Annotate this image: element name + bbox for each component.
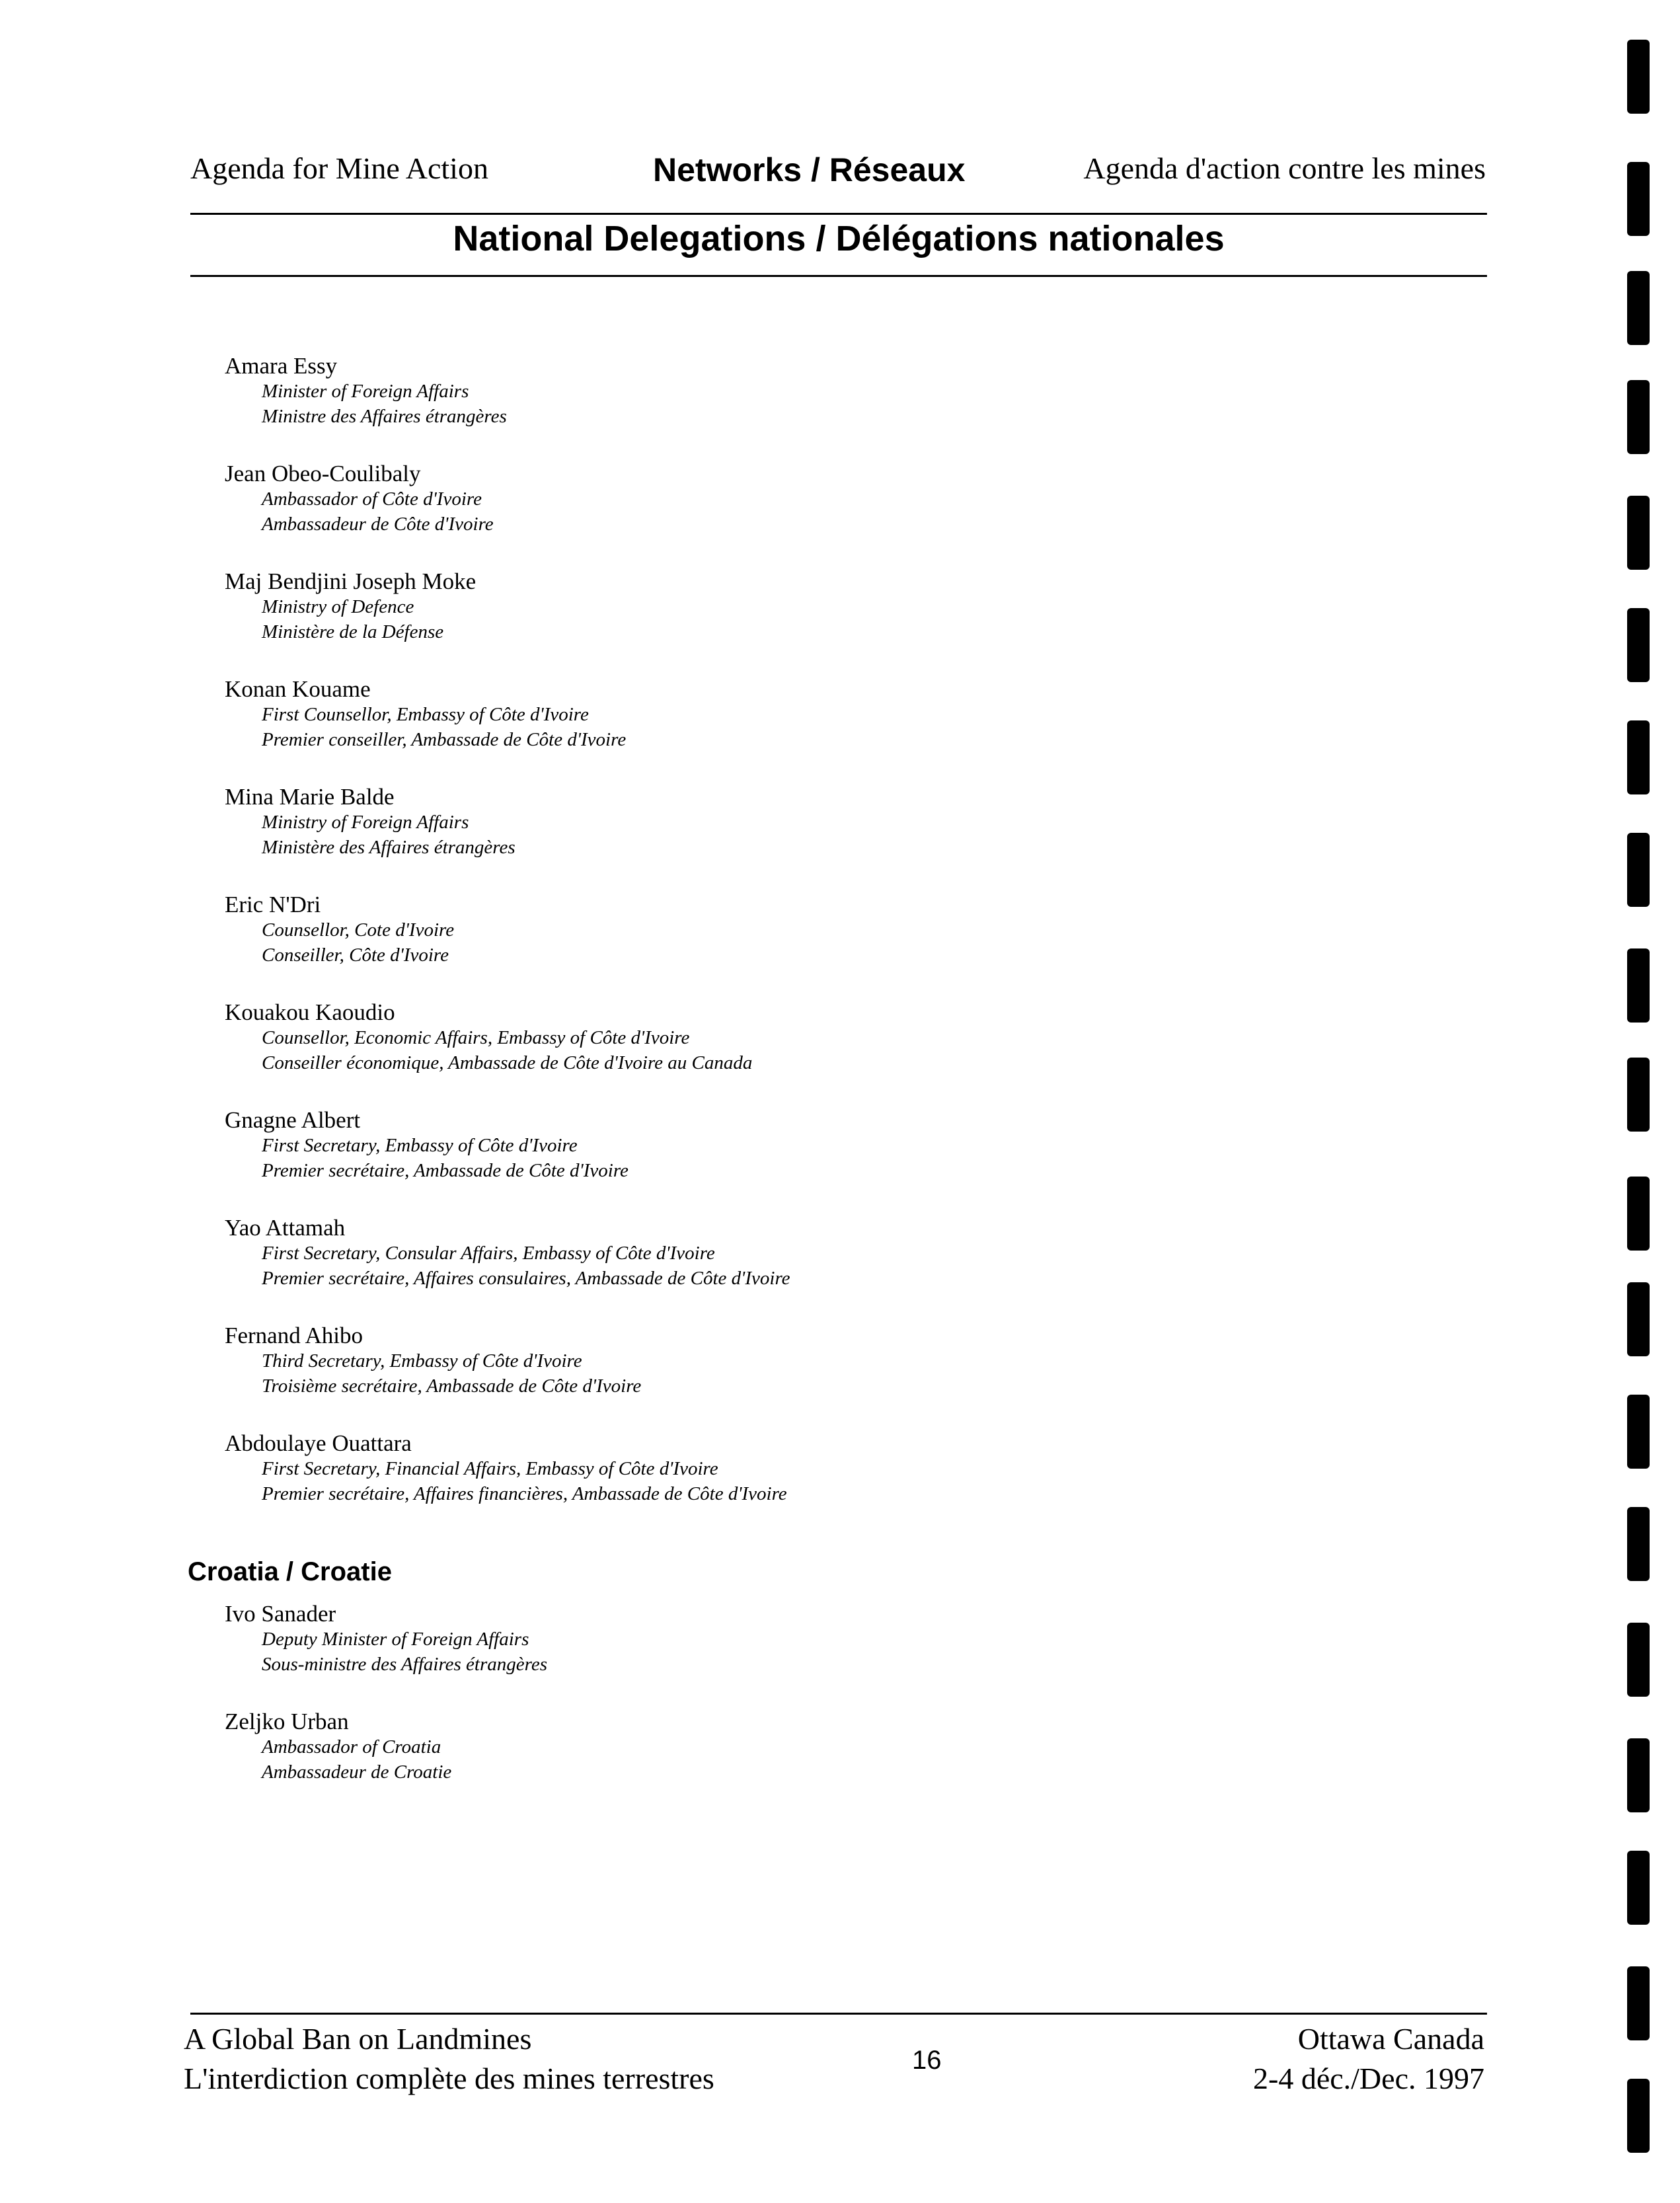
binding-hole (1627, 608, 1650, 682)
binding-hole (1627, 720, 1650, 794)
delegate-name: Amara Essy (225, 353, 338, 379)
delegate-entry (225, 1108, 790, 1216)
delegate-role-fr: Ministère de la Défense (262, 621, 444, 642)
country-heading: Croatia / Croatie (188, 1557, 392, 1586)
footer-title-fr: L'interdiction complète des mines terrestres (184, 2062, 714, 2095)
delegate-role-en: First Secretary, Embassy of Côte d'Ivoire (262, 1135, 578, 1156)
delegate-role-en: Deputy Minister of Foreign Affairs (262, 1629, 529, 1650)
binding-hole (1627, 380, 1650, 454)
delegate-name: Kouakou Kaoudio (225, 999, 395, 1025)
binding-hole (1627, 2079, 1650, 2153)
delegate-role-fr: Ministre des Affaires étrangères (262, 406, 507, 427)
delegate-role-fr: Ambassadeur de Croatie (262, 1761, 452, 1783)
delegate-role-en: Counsellor, Economic Affairs, Embassy of Côte d'Ivoire (262, 1027, 690, 1048)
delegate-role-fr: Premier secrétaire, Affaires consulaires, Ambassade de Côte d'Ivoire (262, 1268, 790, 1289)
footer-title-en: A Global Ban on Landmines (184, 2022, 532, 2056)
delegate-name: Maj Bendjini Joseph Moke (225, 568, 477, 594)
header-right-title: Agenda d'action contre les mines (1083, 151, 1486, 185)
delegate-entry (225, 1216, 790, 1323)
binding-hole (1627, 271, 1650, 345)
delegate-role-en: Ministry of Defence (262, 596, 414, 617)
delegation-list (225, 354, 790, 1539)
page-header (190, 147, 1486, 193)
binding-hole (1627, 1282, 1650, 1356)
header-center-title: Networks / Réseaux (653, 151, 966, 188)
delegate-entry (225, 354, 790, 461)
footer-divider (190, 2013, 1487, 2015)
delegate-entry (225, 569, 790, 677)
binding-hole (1627, 40, 1650, 114)
delegate-name: Konan Kouame (225, 676, 371, 702)
delegate-role-en: First Secretary, Consular Affairs, Embassy of Côte d'Ivoire (262, 1243, 715, 1264)
delegate-name: Abdoulaye Ouattara (225, 1430, 412, 1456)
delegate-entry (225, 1323, 790, 1431)
delegate-role-fr: Ministère des Affaires étrangères (262, 837, 515, 858)
delegate-name: Gnagne Albert (225, 1107, 361, 1133)
delegate-role-fr: Conseiller, Côte d'Ivoire (262, 945, 449, 966)
delegate-role-fr: Sous-ministre des Affaires étrangères (262, 1654, 548, 1675)
binding-hole (1627, 1738, 1650, 1812)
binding-hole (1627, 833, 1650, 907)
binding-hole (1627, 162, 1650, 236)
footer-right (1253, 2019, 1484, 2099)
delegate-entry (225, 892, 790, 1000)
delegate-role-fr: Troisième secrétaire, Ambassade de Côte d'Ivoire (262, 1375, 642, 1397)
binding-hole (1627, 1395, 1650, 1469)
binding-hole (1627, 1058, 1650, 1132)
header-divider-bottom (190, 275, 1487, 277)
delegate-name: Yao Attamah (225, 1215, 346, 1241)
delegate-role-en: Ambassador of Croatia (262, 1736, 441, 1758)
delegate-role-en: Counsellor, Cote d'Ivoire (262, 919, 455, 941)
footer-location: Ottawa Canada (1297, 2022, 1484, 2056)
binding-hole (1627, 1623, 1650, 1697)
binding-holes (1627, 40, 1650, 2188)
delegate-role-en: Third Secretary, Embassy of Côte d'Ivoire (262, 1350, 582, 1372)
delegate-entry (225, 1000, 790, 1108)
delegate-role-en: First Counsellor, Embassy of Côte d'Ivoire (262, 704, 589, 725)
delegate-name: Fernand Ahibo (225, 1323, 363, 1348)
delegate-entry (225, 461, 790, 569)
delegate-name: Jean Obeo-Coulibaly (225, 461, 421, 486)
delegate-entry (225, 785, 790, 892)
binding-hole (1627, 1966, 1650, 2040)
delegate-role-en: First Secretary, Financial Affairs, Embassy of Côte d'Ivoire (262, 1458, 718, 1479)
header-divider-top (190, 213, 1487, 215)
header-left-title: Agenda for Mine Action (190, 151, 488, 185)
delegate-role-fr: Premier secrétaire, Ambassade de Côte d'Ivoire (262, 1160, 629, 1181)
delegate-name: Zeljko Urban (225, 1709, 349, 1734)
delegate-role-fr: Premier conseiller, Ambassade de Côte d'Ivoire (262, 729, 627, 750)
delegate-entry (225, 1709, 547, 1817)
delegate-name: Mina Marie Balde (225, 784, 395, 810)
delegate-entry (225, 1602, 547, 1709)
delegate-role-en: Minister of Foreign Affairs (262, 381, 469, 402)
delegate-role-fr: Premier secrétaire, Affaires financières, Ambassade de Côte d'Ivoire (262, 1483, 787, 1504)
footer-date: 2-4 déc./Dec. 1997 (1253, 2062, 1484, 2095)
section-title: National Delegations / Délégations nationales (453, 219, 1225, 258)
footer-left (184, 2019, 714, 2099)
croatia-delegation-list (225, 1602, 547, 1817)
delegate-role-fr: Conseiller économique, Ambassade de Côte d'Ivoire au Canada (262, 1052, 753, 1073)
binding-hole (1627, 948, 1650, 1023)
delegate-entry (225, 1431, 790, 1539)
binding-hole (1627, 1177, 1650, 1251)
delegate-role-en: Ambassador of Côte d'Ivoire (262, 488, 482, 510)
page-number: 16 (912, 2046, 942, 2075)
delegate-entry (225, 677, 790, 785)
binding-hole (1627, 496, 1650, 570)
binding-hole (1627, 1507, 1650, 1581)
delegate-name: Eric N'Dri (225, 892, 321, 917)
delegate-role-en: Ministry of Foreign Affairs (262, 812, 469, 833)
delegate-role-fr: Ambassadeur de Côte d'Ivoire (262, 514, 494, 535)
delegate-name: Ivo Sanader (225, 1601, 336, 1627)
binding-hole (1627, 1851, 1650, 1925)
